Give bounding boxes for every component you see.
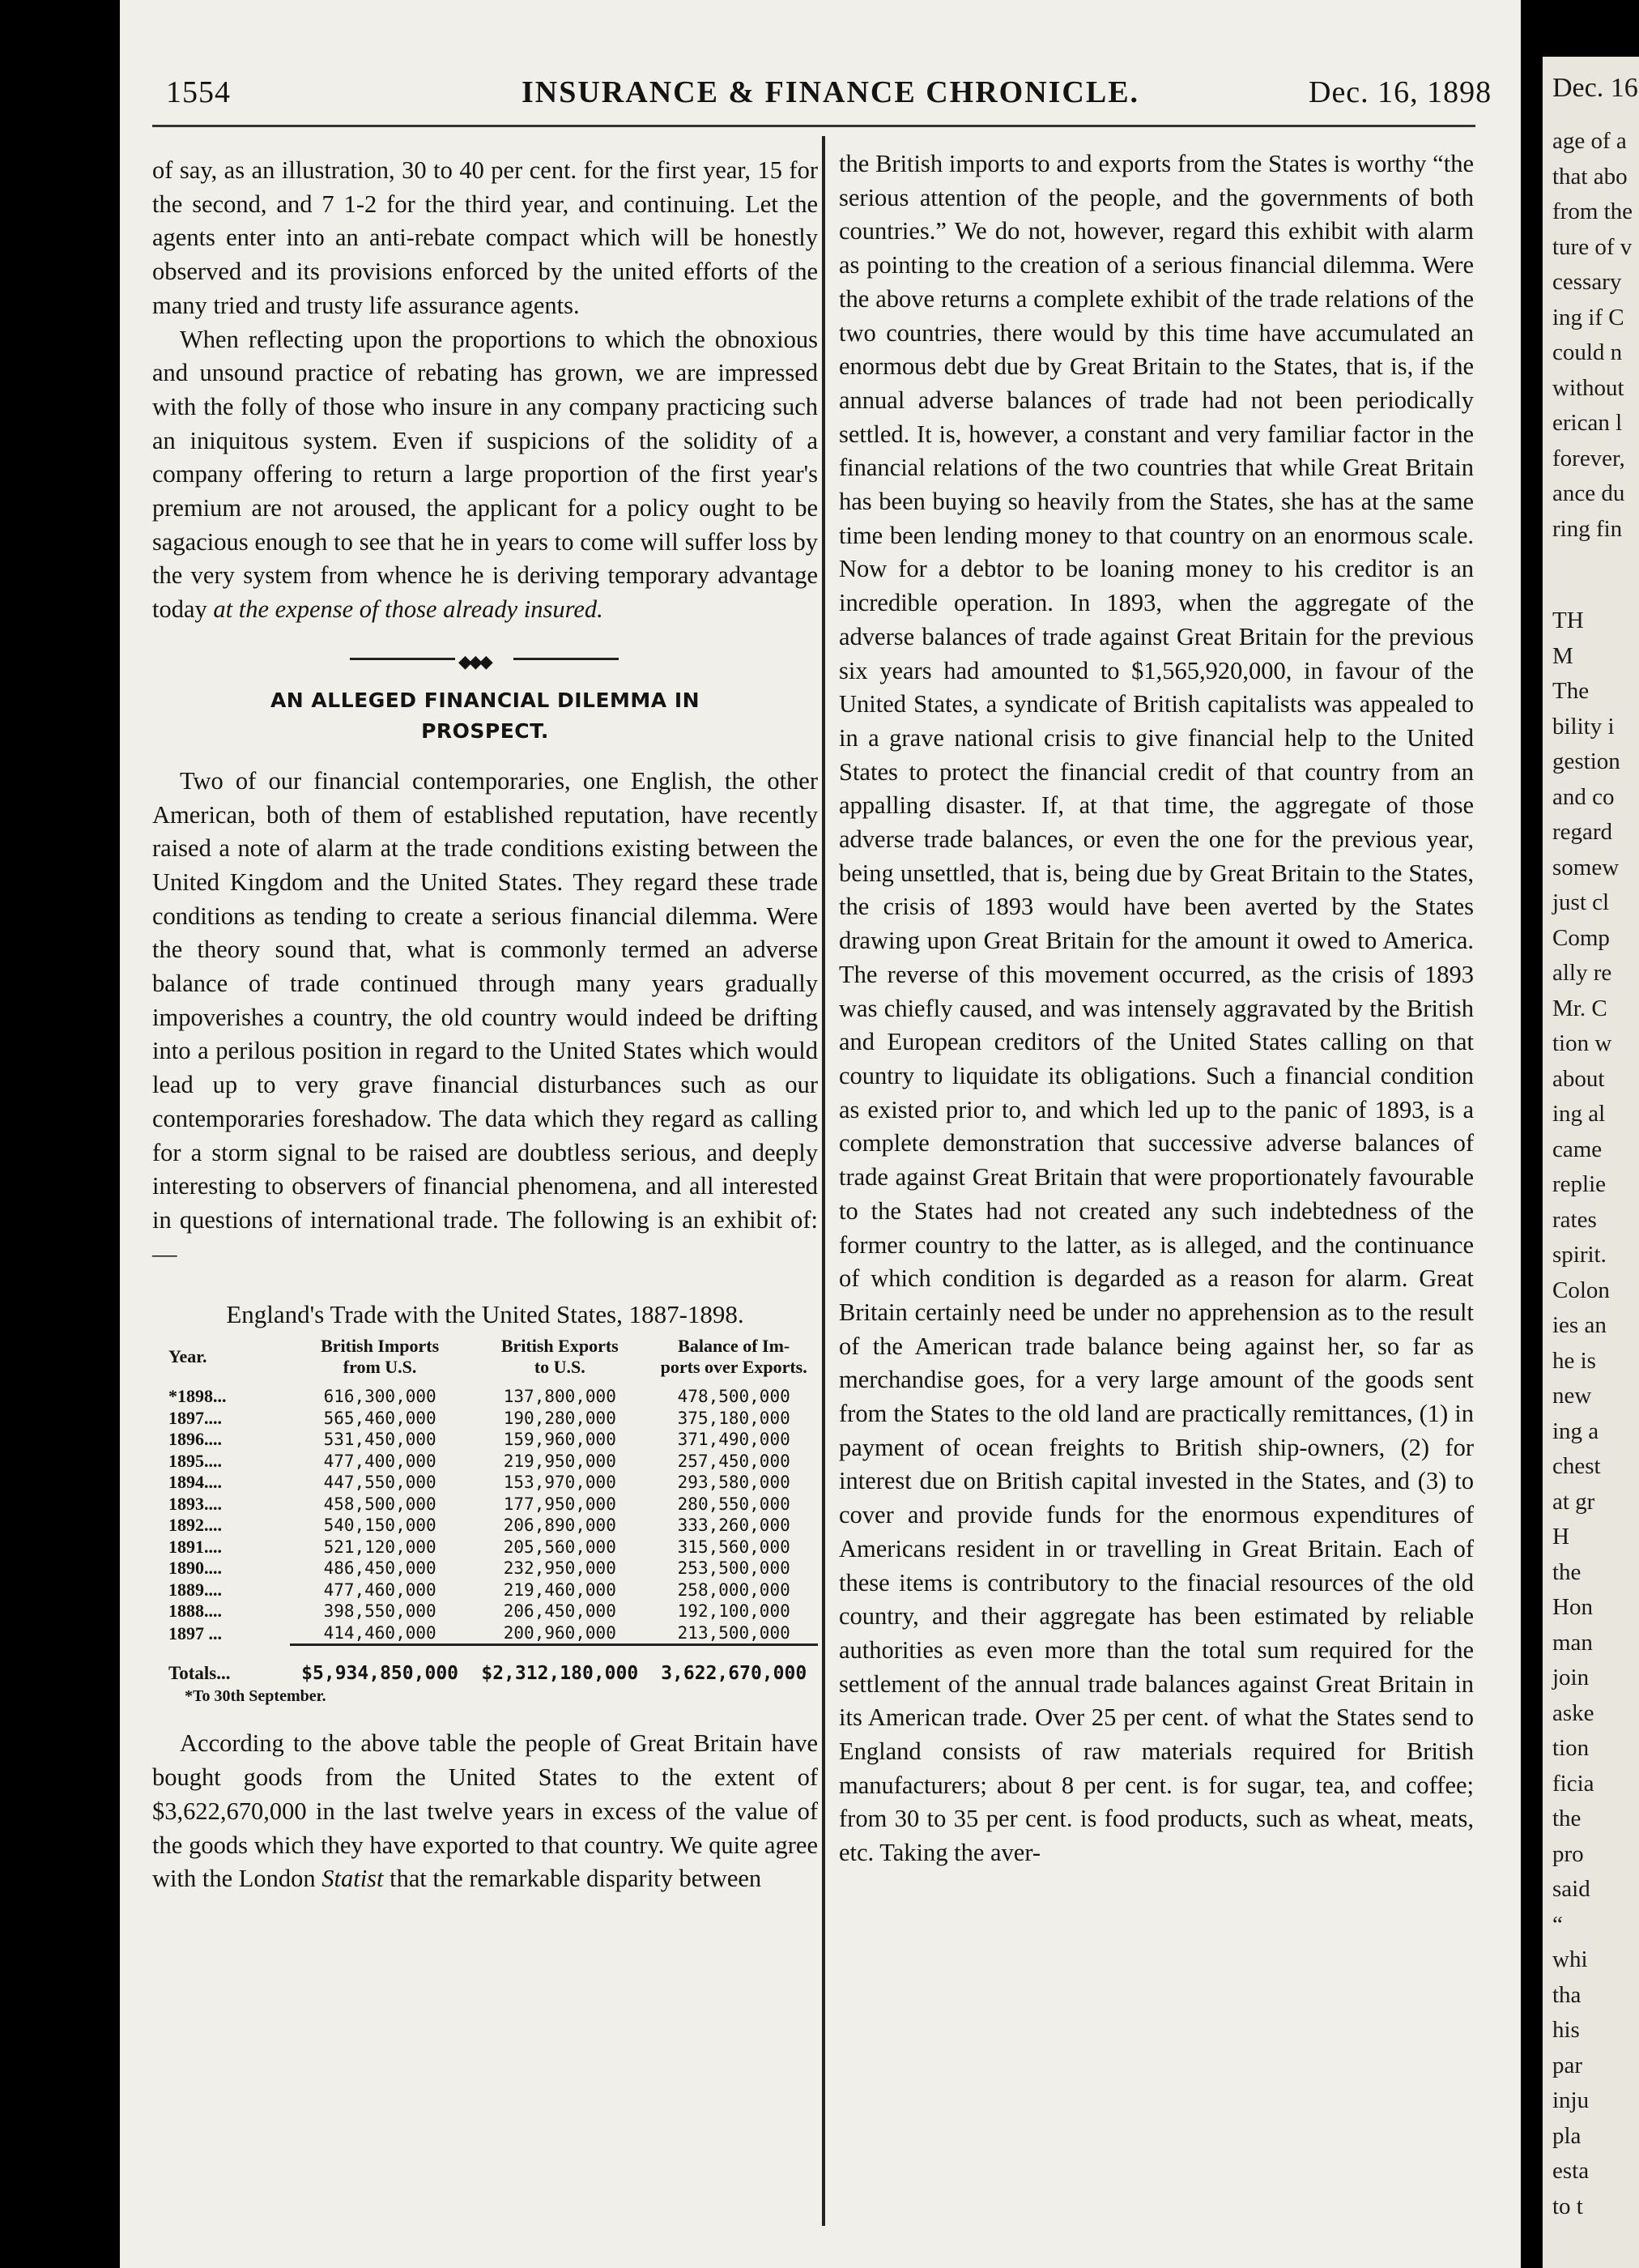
cell-totals-label: Totals...	[168, 1662, 231, 1683]
cell-imports: 616,300,000	[323, 1387, 436, 1407]
adjacent-page-line: Hon	[1552, 1594, 1593, 1620]
cell-balance: 192,100,000	[677, 1601, 790, 1622]
cell-imports: 477,400,000	[323, 1451, 436, 1471]
table-header-exports	[470, 1336, 649, 1386]
adjacent-page-line: he is	[1552, 1347, 1596, 1374]
cell-balance: 478,500,000	[677, 1387, 790, 1407]
section-ornament: ◆◆◆	[152, 651, 818, 667]
cell-balance: 375,180,000	[677, 1408, 790, 1428]
adjacent-page-line: ies an	[1552, 1312, 1607, 1338]
table-row	[152, 1451, 818, 1473]
cell-exports: 190,280,000	[503, 1408, 616, 1428]
adjacent-page-line: new	[1552, 1383, 1592, 1409]
adjacent-page-line: Colon	[1552, 1277, 1610, 1303]
cell-totals-exports: $2,312,180,000	[470, 1645, 649, 1685]
adjacent-page-line: from the	[1552, 198, 1633, 224]
cell-year: 1897....	[168, 1407, 222, 1428]
table-row	[152, 1429, 818, 1451]
cell-exports: 205,560,000	[503, 1537, 616, 1557]
adjacent-page-line: cessary	[1552, 269, 1622, 295]
adjacent-page-line: ture of v	[1552, 233, 1633, 260]
adjacent-page-line: H	[1552, 1524, 1569, 1550]
adjacent-page-line: just cl	[1552, 889, 1610, 915]
adjacent-page-line: ing al	[1552, 1101, 1606, 1127]
cell-balance: 371,490,000	[677, 1430, 790, 1450]
adjacent-page-line: ally re	[1552, 960, 1612, 986]
adjacent-page-line: regard	[1552, 819, 1613, 845]
cell-imports: 414,460,000	[323, 1622, 436, 1643]
adjacent-page-line: “	[1552, 1911, 1563, 1938]
cell-balance: 333,260,000	[677, 1516, 790, 1536]
paragraph-italic: Statist	[321, 1865, 384, 1893]
adjacent-page-line: that abo	[1552, 163, 1628, 190]
adjacent-page-line: gestion	[1552, 748, 1620, 774]
adjacent-page-line: whi	[1552, 1946, 1588, 1972]
cell-year: 1889....	[168, 1579, 222, 1600]
paragraph	[152, 323, 818, 627]
paragraph: Two of our financial contemporaries, one English, the other American, both of them of established reputation, have recently raised a note of alarm at the trade conditions existing between the United Kingdom and the United States. They regard these trade conditions as tending to create a serious financial dilemma. Were the theory sound that, what is commonly termed an adverse balance of trade continued through many years gradually impoverishes a country, the old country would indeed be drifting into a perilous position in regard to the United States which would lead up to very grave financial disturbances such as our contemporaries foreshadow. The data which they regard as calling for a storm signal to be raised are doubtless serious, and deeply interesting to observers of financial phenomena, and all interested in questions of international trade. The following is an exhibit of:—	[152, 766, 818, 1268]
cell-imports: 565,460,000	[323, 1408, 436, 1428]
cell-year: 1890....	[168, 1558, 222, 1579]
cell-exports: 153,970,000	[503, 1473, 616, 1493]
column-divider	[822, 136, 825, 2226]
table-row	[152, 1472, 818, 1494]
cell-year: 1897 ...	[168, 1622, 222, 1643]
adjacent-page-line: tion w	[1552, 1030, 1612, 1056]
table-header-year: Year.	[168, 1346, 207, 1367]
cell-year: 1895....	[168, 1450, 222, 1471]
page-title: INSURANCE & FINANCE CHRONICLE.	[522, 75, 1140, 109]
cell-totals-imports: $5,934,850,000	[290, 1645, 470, 1685]
adjacent-page-line: about	[1552, 1065, 1605, 1092]
adjacent-page-line: Comp	[1552, 924, 1610, 951]
table-row	[152, 1408, 818, 1430]
section-heading	[152, 685, 818, 747]
adjacent-page-line: pla	[1552, 2122, 1582, 2149]
trade-table	[152, 1336, 818, 1684]
section-heading-line: AN ALLEGED FINANCIAL DILEMMA IN	[270, 688, 700, 712]
adjacent-page-line: bility i	[1552, 713, 1615, 740]
adjacent-page-line: ring fin	[1552, 515, 1623, 542]
table-caption: England's Trade with the United States, 1887-1898.	[226, 1300, 744, 1329]
cell-balance: 258,000,000	[677, 1580, 790, 1600]
section-heading-line: PROSPECT.	[421, 718, 549, 743]
table-row	[152, 1601, 818, 1622]
cell-exports: 206,890,000	[503, 1516, 616, 1536]
table-header-line: from U.S.	[343, 1357, 417, 1378]
cell-year: 1892....	[168, 1515, 222, 1536]
adjacent-page-line: replie	[1552, 1171, 1607, 1197]
adjacent-page-line: pro	[1552, 1840, 1584, 1867]
adjacent-page-line: esta	[1552, 2158, 1590, 2184]
table-row	[152, 1580, 818, 1601]
cell-exports: 137,800,000	[503, 1387, 616, 1407]
adjacent-page-line: inju	[1552, 2087, 1590, 2113]
adjacent-page-line: the	[1552, 1805, 1582, 1831]
page-number: 1554	[166, 75, 231, 109]
cell-exports: 219,460,000	[503, 1580, 616, 1600]
adjacent-page-line: TH	[1552, 608, 1584, 633]
cell-imports: 477,460,000	[323, 1580, 436, 1600]
table-header-balance	[649, 1336, 818, 1386]
cell-year: 1896....	[168, 1429, 222, 1450]
table-row	[152, 1558, 818, 1580]
adjacent-page-line: tha	[1552, 1981, 1582, 2008]
adjacent-page-line: could n	[1552, 339, 1623, 365]
adjacent-page-line: ance du	[1552, 480, 1625, 506]
table-header-imports	[290, 1336, 470, 1386]
cell-exports: 200,960,000	[503, 1622, 616, 1643]
cell-balance: 315,560,000	[677, 1537, 790, 1557]
adjacent-page-line: to t	[1552, 2193, 1583, 2219]
cell-balance: 213,500,000	[677, 1622, 790, 1643]
adjacent-page-line: ficia	[1552, 1770, 1594, 1797]
cell-imports: 458,500,000	[323, 1494, 436, 1514]
adjacent-page-line: came	[1552, 1136, 1603, 1162]
adjacent-page-line: The	[1552, 678, 1590, 704]
table-header-line: to U.S.	[534, 1357, 585, 1378]
cell-imports: 540,150,000	[323, 1516, 436, 1536]
adjacent-page-line: par	[1552, 2052, 1583, 2078]
adjacent-page-line: at gr	[1552, 1488, 1595, 1515]
cell-exports: 177,950,000	[503, 1494, 616, 1514]
cell-balance: 257,450,000	[677, 1451, 790, 1471]
paragraph	[152, 1727, 818, 1896]
cell-year: *1898...	[168, 1386, 227, 1407]
cell-exports: 206,450,000	[503, 1601, 616, 1622]
table-footnote: *To 30th September.	[185, 1687, 326, 1706]
adjacent-page-line: chest	[1552, 1453, 1601, 1479]
adjacent-page-line: said	[1552, 1876, 1590, 1902]
cell-year: 1893....	[168, 1493, 222, 1514]
adjacent-page-line: ing a	[1552, 1418, 1599, 1444]
middle-column	[839, 147, 1474, 1870]
table-row	[152, 1537, 818, 1558]
adjacent-page-line: aske	[1552, 1699, 1594, 1726]
adjacent-page-line: spirit.	[1552, 1242, 1607, 1268]
cell-exports: 159,960,000	[503, 1430, 616, 1450]
table-header-line: British Exports	[500, 1336, 619, 1357]
adjacent-page-line: without	[1552, 374, 1624, 401]
paragraph-text: When reflecting upon the proportions to which the obnoxious and unsound practice of rebating has grown, we are impressed with the folly of those who insure in any company practicing such an iniquitous system. Even if suspicions of the solidity of a company offering to return a large proportion of the first year's premium are not aroused, the applicant for a policy ought to be sagacious enough to see that he in years to come will suffer loss by the very system from whence he is deriving temporary advantage today	[152, 325, 818, 624]
cell-imports: 398,550,000	[323, 1601, 436, 1622]
page-date: Dec. 16, 1898	[1309, 75, 1492, 109]
adjacent-page-line: tion	[1552, 1735, 1590, 1761]
adjacent-page-line: his	[1552, 2017, 1580, 2043]
adjacent-page-line: man	[1552, 1629, 1593, 1656]
paragraph: of say, as an illustration, 30 to 40 per cent. for the first year, 15 for the second, and 7 1-2 for the third year, and continuing. Let the agents enter into an anti-rebate compact which will be honestly observed and its provisions enforced by the united efforts of the many tried and trusty life assurance agents.	[152, 156, 818, 319]
paragraph-text: According to the above table the people of Great Britain have bought goods from the United States to the extent of $3,622,670,000 in the last twelve years in excess of the value of the goods which they have exported to that country. We quite agree with the London	[152, 1729, 818, 1893]
cell-imports: 486,450,000	[323, 1558, 436, 1579]
adjacent-page-line: and co	[1552, 783, 1615, 810]
left-column	[152, 154, 818, 1896]
cell-balance: 253,500,000	[677, 1558, 790, 1579]
adjacent-page-line: ing if C	[1552, 304, 1624, 330]
table-row	[152, 1386, 818, 1408]
adjacent-page-fragment	[1543, 57, 1639, 2268]
adjacent-page-line: age of a	[1552, 128, 1627, 154]
cell-totals-balance: 3,622,670,000	[649, 1645, 818, 1685]
cell-exports: 219,950,000	[503, 1451, 616, 1471]
table-row	[152, 1515, 818, 1537]
table-totals-row	[152, 1645, 818, 1685]
adjacent-page-line: join	[1552, 1665, 1590, 1690]
adjacent-page-line: M	[1552, 642, 1573, 669]
adjacent-page-line: erican l	[1552, 410, 1623, 436]
adjacent-page-header: Dec. 16	[1552, 73, 1638, 103]
table-header-line: British Imports	[321, 1336, 440, 1357]
table-row	[152, 1622, 818, 1645]
table-header-line: Balance of Im-	[678, 1336, 790, 1357]
cell-balance: 293,580,000	[677, 1473, 790, 1493]
cell-imports: 447,550,000	[323, 1473, 436, 1493]
cell-imports: 531,450,000	[323, 1430, 436, 1450]
adjacent-page-line: forever,	[1552, 445, 1625, 471]
adjacent-page-line: rates	[1552, 1206, 1597, 1233]
paragraph-italic: at the expense of those already insured.	[213, 595, 603, 624]
cell-year: 1894....	[168, 1472, 222, 1493]
table-header-line: ports over Exports.	[660, 1357, 807, 1378]
adjacent-page-line: the	[1552, 1558, 1582, 1585]
cell-balance: 280,550,000	[677, 1494, 790, 1514]
table-row	[152, 1494, 818, 1516]
cell-year: 1888....	[168, 1601, 222, 1622]
cell-exports: 232,950,000	[503, 1558, 616, 1579]
cell-imports: 521,120,000	[323, 1537, 436, 1557]
header-rule	[152, 125, 1475, 127]
adjacent-page-line: somew	[1552, 854, 1620, 880]
adjacent-page-line: Mr. C	[1552, 995, 1607, 1021]
paragraph-text: that the remarkable disparity between	[390, 1865, 762, 1893]
cell-year: 1891....	[168, 1536, 222, 1557]
paragraph: the British imports to and exports from the States is worthy “the serious attention of the people, and the governments of both countries.” We do not, however, regard this exhibit with alarm as pointing to the creation of a serious financial dilemma. Were the above returns a complete exhibit of the trade relations of the two countries, there would by this time have accumulated an enormous debt due by Great Britain to the States, that is, if the annual adverse balances of trade had not been periodically settled. It is, however, a constant and very familiar factor in the financial relations of the two countries that while Great Britain has been buying so heavily from the States, she has at the same time been lending money to that country on an enormous scale. Now for a debtor to be loaning money to his creditor is an incredible operation. In 1893, when the aggregate of the adverse balances of trade against Great Britain for the previous six years had amounted to $1,565,920,000, in favour of the United States, a syndicate of British capitalists was appealed to in a grave national crisis to give financial help to the United States to protect the financial credit of that country from an appalling disaster. If, at that time, the aggregate of those adverse trade balances, or even the one for the previous year, being unsettled, that is, being due by Great Britain to the States, the crisis of 1893 would have been averted by the States drawing upon Great Britain for the amount it owed to America. The reverse of this movement occurred, as the crisis of 1893 was chiefly caused, and was intensely aggravated by the British and European creditors of the United States calling on that country to liquidate its obligations. Such a financial condition as existed prior to, and which led up to the panic of 1893, is a complete demonstration that successive adverse balances of trade against Great Britain that were proportionately favourable to the States had not created any such indebtedness of the former country to the latter, as is alleged, and the continuance of which condition is degarded as a reason for alarm. Great Britain certainly need be under no apprehension as to the result of the American trade balance being against her, so far as merchandise goes, for a very large amount of the goods sent from the States to the old land are practically remittances, (1) in payment of ocean freights to British ship-owners, (2) for interest due on British capital invested in the States, and (3) to cover and provide funds for the enormous expenditures of Americans resident in or travelling in Great Britain. Each of these items is contributory to the finacial resources of the old country, and their aggregate has been estimated by reliable authorities as even more than the total sum required for the settlement of the annual trade balances against Great Britain in its American trade. Over 25 per cent. of what the States send to England consists of raw materials required for British manufacturers; about 8 per cent. is for sugar, tea, and coffee; from 30 to 35 per cent. is food products, such as wheat, meats, etc. Taking the aver-	[839, 150, 1474, 1867]
